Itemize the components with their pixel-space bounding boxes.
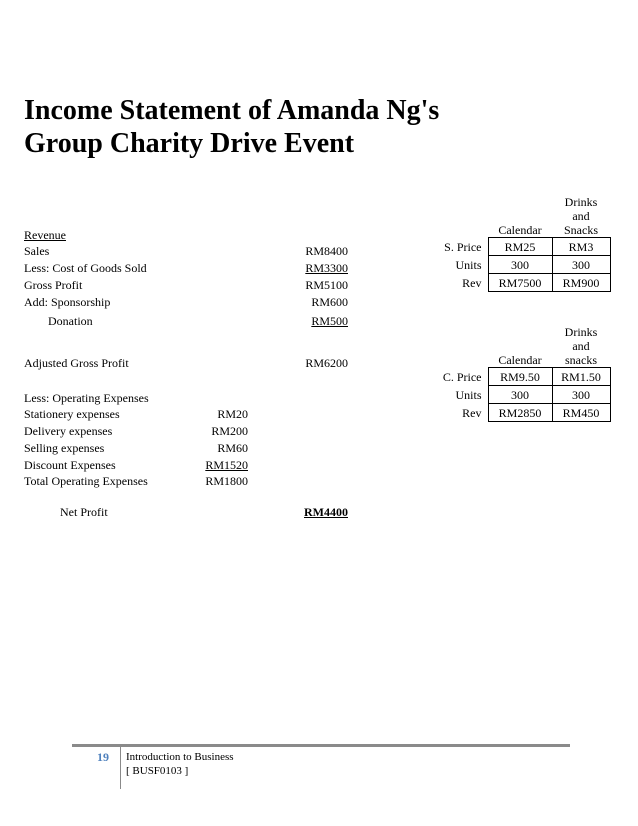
- title-line-2: Group Charity Drive Event: [24, 128, 355, 159]
- cost-cell: RM2850: [488, 404, 552, 422]
- footer-course-info: [126, 750, 234, 778]
- selling-cell: RM7500: [488, 274, 552, 292]
- selling-row-label: Rev: [462, 275, 482, 290]
- operating-expenses-heading: Less: Operating Expenses: [24, 391, 149, 405]
- net-profit-amount: RM4400: [304, 505, 348, 519]
- document-title: [24, 94, 439, 160]
- sales-amount: RM8400: [305, 244, 348, 258]
- cost-cell: RM9.50: [488, 368, 552, 386]
- selling-label: Selling expenses: [24, 441, 105, 455]
- cost-row-label: C. Price: [442, 369, 482, 384]
- footer-divider-line: [72, 744, 570, 747]
- adjusted-gross-profit-amount: RM6200: [305, 356, 348, 370]
- cost-cell: RM1.50: [552, 368, 610, 386]
- page-number: 19: [97, 750, 109, 764]
- selling-header-calendar: Calendar: [498, 223, 542, 237]
- table-row: [422, 238, 610, 256]
- selling-table-header-row: [422, 195, 610, 238]
- footer-course-title: Introduction to Business: [126, 751, 234, 763]
- title-line-1: Income Statement of Amanda Ng's: [24, 95, 440, 126]
- table-row: [422, 368, 610, 386]
- selling-row-label: Units: [455, 257, 482, 272]
- total-operating-expenses-label: Total Operating Expenses: [24, 474, 148, 488]
- cogs-label: Less: Cost of Goods Sold: [24, 261, 147, 275]
- selling-cell: RM3: [552, 238, 610, 256]
- cost-header-drinks: Drinks and snacks: [564, 325, 598, 367]
- selling-cell: RM900: [552, 274, 610, 292]
- table-row: [422, 404, 610, 422]
- delivery-label: Delivery expenses: [24, 424, 113, 438]
- cost-price-table: [422, 325, 611, 422]
- selling-cell: RM25: [488, 238, 552, 256]
- stationery-label: Stationery expenses: [24, 407, 120, 421]
- revenue-heading: Revenue: [24, 228, 66, 242]
- total-operating-expenses-amount: RM1800: [205, 474, 248, 488]
- net-profit-label: Net Profit: [60, 505, 108, 519]
- stationery-amount: RM20: [217, 407, 248, 421]
- sales-label: Sales: [24, 244, 50, 258]
- cost-row-label: Rev: [462, 405, 482, 420]
- adjusted-gross-profit-label: Adjusted Gross Profit: [24, 356, 129, 370]
- sponsorship-amount: RM600: [311, 295, 348, 309]
- gross-profit-amount: RM5100: [305, 278, 348, 292]
- donation-amount: RM500: [311, 314, 348, 328]
- cogs-amount: RM3300: [305, 261, 348, 275]
- selling-header-drinks: Drinks and Snacks: [564, 195, 598, 237]
- cost-table-header-row: [422, 325, 610, 368]
- discount-amount: RM1520: [205, 458, 248, 472]
- cost-row-label: Units: [455, 387, 482, 402]
- selling-row-label: S. Price: [444, 239, 482, 254]
- table-row: [422, 274, 610, 292]
- delivery-amount: RM200: [211, 424, 248, 438]
- discount-label: Discount Expenses: [24, 458, 116, 472]
- selling-price-table: [422, 195, 611, 292]
- cost-cell: 300: [552, 386, 610, 404]
- cost-cell: 300: [488, 386, 552, 404]
- table-row: [422, 386, 610, 404]
- selling-cell: 300: [488, 256, 552, 274]
- selling-cell: 300: [552, 256, 610, 274]
- footer-course-code: [ BUSF0103 ]: [126, 765, 189, 777]
- gross-profit-label: Gross Profit: [24, 278, 83, 292]
- cost-cell: RM450: [552, 404, 610, 422]
- sponsorship-label: Add: Sponsorship: [24, 295, 111, 309]
- footer-vertical-divider: [120, 747, 121, 789]
- donation-label: Donation: [48, 314, 93, 328]
- selling-amount: RM60: [217, 441, 248, 455]
- cost-header-calendar: Calendar: [498, 353, 542, 367]
- table-row: [422, 256, 610, 274]
